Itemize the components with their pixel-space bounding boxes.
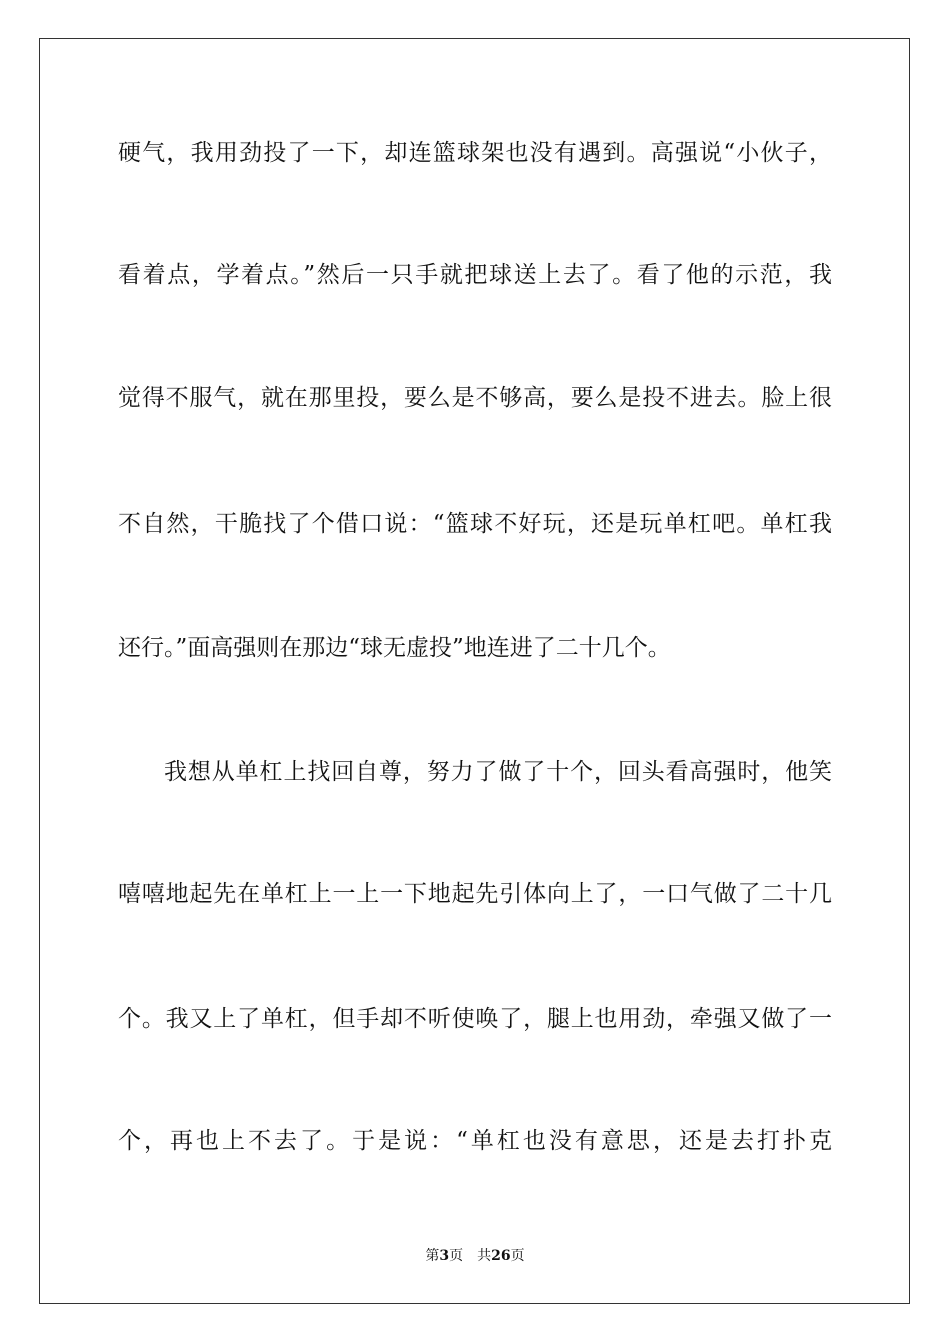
text-line-7: 嘻嘻地起先在单杠上一上一下地起先引体向上了，一口气做了二十几 xyxy=(118,881,832,907)
text-line-3: 觉得不服气，就在那里投，要么是不够高，要么是投不进去。脸上很 xyxy=(118,385,832,411)
page-total: 26 xyxy=(491,1248,511,1264)
page-current: 3 xyxy=(439,1248,450,1264)
text-line-2: 看着点，学着点。”然后一只手就把球送上去了。看了他的示范，我 xyxy=(118,262,832,288)
text-line-5: 还行。”面高强则在那边“球无虚投”地连进了二十几个。 xyxy=(118,635,671,661)
text-line-4: 不自然，干脆找了个借口说：“篮球不好玩，还是玩单杠吧。单杠我 xyxy=(118,511,832,537)
text-line-8: 个。我又上了单杠，但手却不听使唤了，腿上也用劲，牵强又做了一 xyxy=(118,1006,832,1032)
text-line-1: 硬气，我用劲投了一下，却连篮球架也没有遇到。高强说“小伙子， xyxy=(118,140,832,166)
page-footer xyxy=(0,1247,950,1265)
text-line-9: 个，再也上不去了。于是说：“单杠也没有意思，还是去打扑克 xyxy=(118,1128,832,1154)
total-unit: 页 xyxy=(510,1248,525,1264)
page-frame xyxy=(39,38,910,1304)
page-prefix: 第 xyxy=(425,1248,440,1264)
text-line-6: 我想从单杠上找回自尊，努力了做了十个，回头看高强时，他笑 xyxy=(164,759,832,785)
total-prefix: 共 xyxy=(477,1248,492,1264)
page-unit: 页 xyxy=(449,1248,464,1264)
